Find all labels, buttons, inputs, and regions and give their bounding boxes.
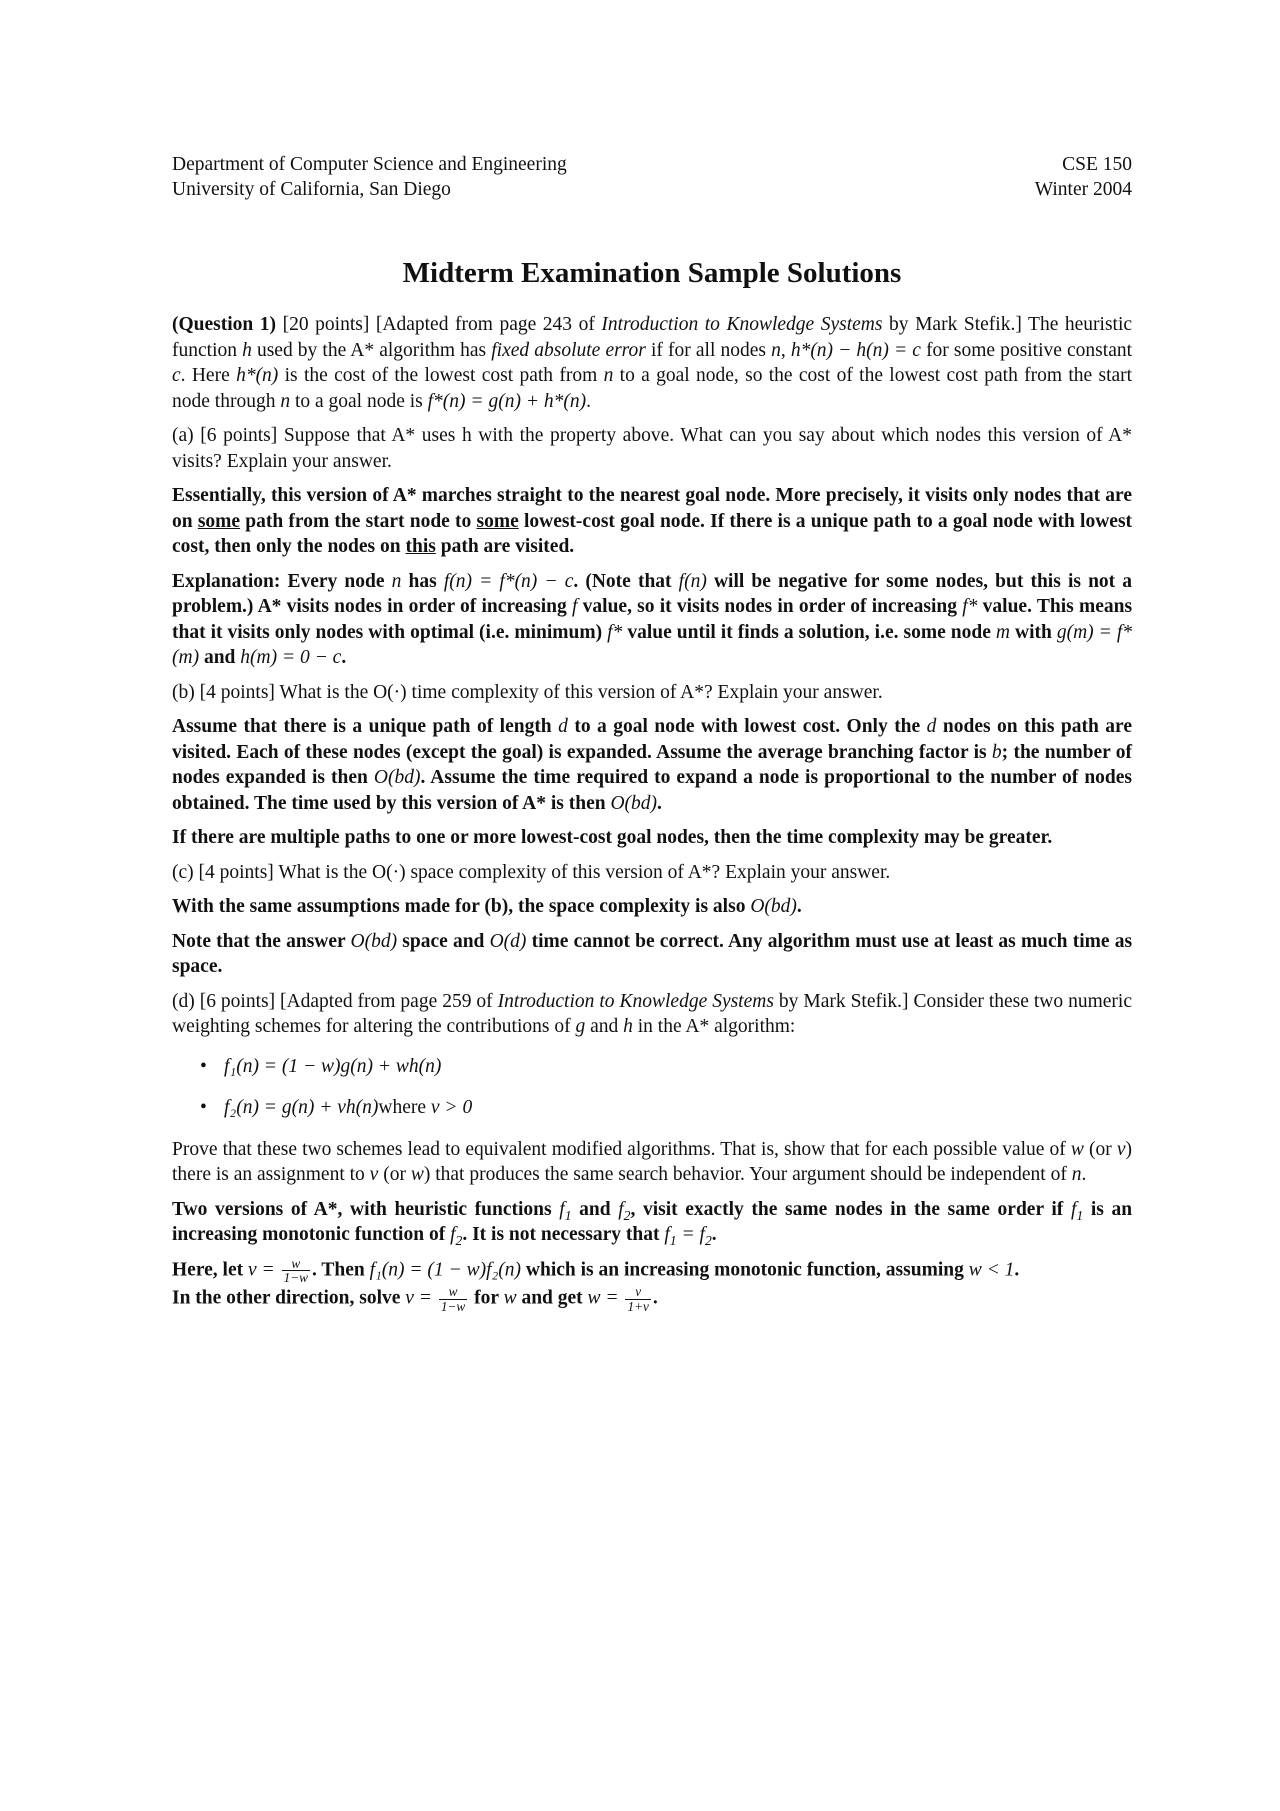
course-code: CSE 150 xyxy=(1062,154,1132,175)
book-title: Introduction to Knowledge Systems xyxy=(497,990,774,1012)
part-b-answer-1: Assume that there is a unique path of length d to a goal node with lowest cost. Only the d nodes on this path are visited. Each of these nodes (except the goal) is expanded. Assume the average branching factor is b; the number of nodes expanded is then O(bd). Assume the time required to expand a node is proportional to the number of nodes obtained. The time used by this version of A* is then O(bd). xyxy=(172,716,1133,814)
part-b-answer-2: If there are multiple paths to one or more lowest-cost goal nodes, then the time complexity may be greater. xyxy=(172,827,1053,848)
term: Winter 2004 xyxy=(1034,179,1132,200)
question-1-intro: (Question 1) [20 points] [Adapted from page 243 of Introduction to Knowledge Systems by Mark Stefik.] The heuristic function h used by the A* algorithm has fixed absolute error if for all nodes n, h*(n) − h(n) = c for some positive constant c. Here h*(n) is the cost of the lowest cost path from n to a goal node, so the cost of the lowest cost path from the start node through n to a goal node is f*(n) = g(n) + h*(n). xyxy=(172,314,1133,412)
part-d-answer-1: Two versions of A*, with heuristic functions $f_1$ and $f_2$, visit exactly the same nodes in the same order if $f_1$ is an increasing monotonic function of $f_2$. It is not necessary that $f_1 = f_2$. xyxy=(172,1198,1133,1248)
department: Department of Computer Science and Engineering xyxy=(172,154,567,175)
list-item: • f₁(n) = (1 − w)g(n) + wh(n) xyxy=(200,1054,1132,1080)
bullet-icon: • xyxy=(200,1055,207,1077)
weighting-schemes-list xyxy=(172,1054,1132,1121)
part-a-answer-1: Essentially, this version of A* marches straight to the nearest goal node. More precisely, it visits only nodes that are on some path from the start node to some lowest-cost goal node. If there is a unique path to a goal node with lowest cost, then only the nodes on this path are visited. xyxy=(172,485,1133,557)
part-c-answer-1: With the same assumptions made for (b), the space complexity is also O(bd). xyxy=(172,896,802,917)
header-left xyxy=(172,152,567,202)
part-a-answer-2: Explanation: Every node n has f(n) = f*(n) − c. (Note that f(n) will be negative for some nodes, but this is not a problem.) A* visits nodes in order of increasing f value, so it visits nodes in order of increasing f* value. This means that it visits only nodes with optimal (i.e. minimum) f* value until it finds a solution, i.e. some node m with g(m) = f*(m) and h(m) = 0 − c. xyxy=(172,570,1133,668)
exam-body xyxy=(172,312,1132,1314)
question-1-label: (Question 1) xyxy=(172,314,277,335)
part-b-question: (b) [4 points] What is the O(·) time complexity of this version of A*? Explain your answer. xyxy=(172,681,883,703)
part-c-answer-2: Note that the answer O(bd) space and O(d) time cannot be correct. Any algorithm must use at least as much time as space. xyxy=(172,930,1133,977)
fraction-v-over-1-plus-v: $\frac{v}{1+v}$ xyxy=(627,1284,649,1315)
part-d-question: (d) [6 points] [Adapted from page 259 of Introduction to Knowledge Systems by Mark Stefik.] Consider these two numeric weighting schemes for altering the contributions of g and h in the A* algorithm: xyxy=(172,990,1132,1037)
header xyxy=(172,152,1132,202)
document-page xyxy=(172,152,1132,1323)
part-d-prove: Prove that these two schemes lead to equivalent modified algorithms. That is, show that for each possible value of w (or v) there is an assignment to v (or w) that produces the same search behavior. Your argument should be independent of n. xyxy=(172,1138,1132,1185)
part-c-question: (c) [4 points] What is the O(·) space complexity of this version of A*? Explain your answer. xyxy=(172,861,891,883)
part-d-answer-2: Here, let v = $\frac{w}{1-w}$ . Then f₁(n) = (1 − w)f₂(n) which is an increasing monotonic function, assuming w < 1. In the other direction, solve v = $\frac{w}{1-w}$ for w and get w = $\frac{v}{1+v}$ . xyxy=(172,1255,1020,1315)
page-title: Midterm Examination Sample Solutions xyxy=(402,257,902,289)
fixed-absolute-error: fixed absolute error xyxy=(491,339,646,361)
header-right xyxy=(1035,152,1132,202)
fraction-w-over-1-minus-w: $\frac{w}{1-w}$ xyxy=(283,1255,308,1286)
list-item: • f₂(n) = g(n) + vh(n)where v > 0 xyxy=(200,1095,1132,1121)
fraction-w-over-1-minus-w: $\frac{w}{1-w}$ xyxy=(440,1284,466,1315)
part-a-question: (a) [6 points] Suppose that A* uses h with the property above. What can you say about which nodes this version of A* visits? Explain your answer. xyxy=(172,425,1132,472)
university: University of California, San Diego xyxy=(172,179,451,200)
bullet-icon: • xyxy=(200,1097,207,1118)
book-title: Introduction to Knowledge Systems xyxy=(601,314,883,335)
